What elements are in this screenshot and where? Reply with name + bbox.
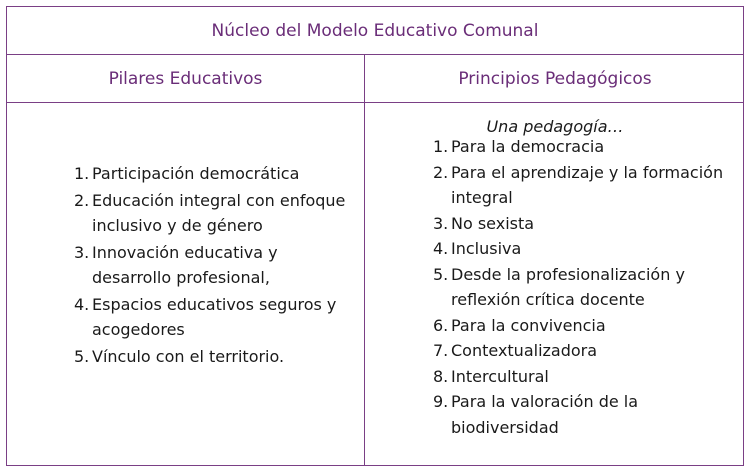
list-item: 8. Intercultural (433, 366, 549, 386)
list-item: 2. Para el aprendizaje y la formación integral (433, 162, 724, 207)
column-header-principios: Principios Pedagógicos (458, 69, 652, 89)
principios-intro: Una pedagogía… (486, 117, 624, 136)
column-divider (364, 54, 365, 465)
list-item: 6. Para la convivencia (433, 315, 606, 335)
title-divider (7, 54, 743, 55)
list-item: 2. Educación integral con enfoque inclusivo y de género (74, 190, 346, 235)
list-item: 1. Para la democracia (433, 137, 605, 156)
list-item: 3. Innovación educativa y desarrollo profesional, (74, 242, 278, 287)
principios-list (433, 134, 733, 440)
header-divider (7, 102, 743, 103)
column-header-pilares: Pilares Educativos (108, 69, 263, 89)
list-item: 5. Vínculo con el territorio. (74, 346, 285, 366)
list-item: 9. Para la valoración de la biodiversidad (433, 392, 639, 437)
list-item: 4. Inclusiva (433, 239, 522, 258)
list-item: 1. Participación democrática (74, 164, 300, 183)
pilares-list (74, 161, 349, 370)
list-item: 4. Espacios educativos seguros y acogedores (74, 294, 337, 339)
list-item: 3. No sexista (433, 213, 535, 233)
table-title: Núcleo del Modelo Educativo Comunal (211, 21, 539, 41)
list-item: 5. Desde la profesionalización y reflexión crítica docente (433, 264, 685, 309)
list-item: 7. Contextualizadora (433, 341, 598, 360)
